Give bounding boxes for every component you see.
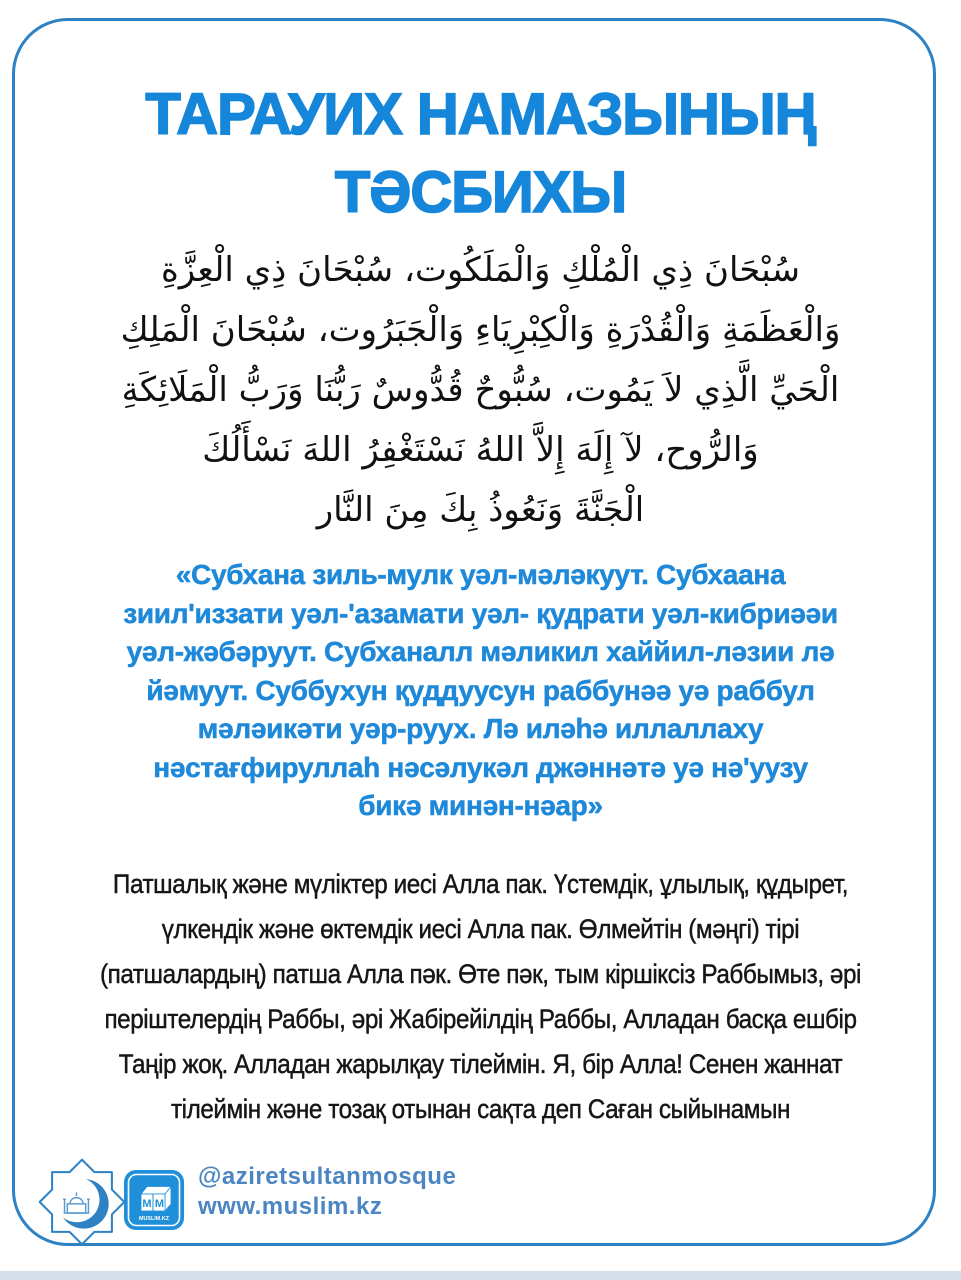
svg-text:M: M: [154, 1198, 165, 1210]
transliteration-line: мәләикәти уәр-руух. Лә иләһә иллаллаху: [197, 713, 764, 744]
footer: [0, 1150, 961, 1260]
kazakh-translation-text: [75, 862, 886, 1132]
arabic-prayer-text: [60, 240, 901, 540]
instagram-handle: @aziretsultanmosque: [198, 1163, 457, 1190]
translation-line: періштелердің Раббы, әрі Жабірейілдің Раббы, Алладан басқа ешбір: [104, 1004, 857, 1034]
arabic-line: وَالْعَظَمَةِ وَالْقُدْرَةِ وَالْكِبْرِيَاءِ وَالْجَبَرُوت، سُبْحَانَ الْمَلِكِ: [120, 310, 841, 350]
footer-contacts: [198, 1162, 456, 1222]
transliteration-line: «Субхана зиль-мулк уәл-мәләкуут. Субхаана: [175, 559, 786, 590]
arabic-line: سُبْحَانَ ذِي الْمُلْكِ وَالْمَلَكُوت، سُبْحَانَ ذِي الْعِزَّةِ: [160, 250, 800, 290]
website-url: www.muslim.kz: [198, 1193, 383, 1220]
transliteration-line: йәмуут. Суббухун қуддуусун раббунәә уә раббул: [146, 674, 815, 706]
muslim-kz-logo-icon: [124, 1170, 184, 1230]
page-title: [0, 76, 961, 232]
muslim-logo-letters: M: [142, 1198, 152, 1210]
transliteration-line: зиил'иззати уәл-'азамати уәл- қудрати уәл-кибриәәи: [123, 597, 838, 629]
muslim-logo-caption: MUSLIM.KZ: [139, 1216, 169, 1222]
page-title-line-1: ТАРАУИХ НАМАЗЫНЫҢ: [145, 82, 816, 147]
translation-line: тілеймін және тозақ отынан сақта деп Саған сыйынамын: [170, 1094, 791, 1124]
transliteration-text: [45, 556, 916, 826]
mosque-star-logo-icon: [36, 1156, 128, 1248]
translation-line: Патшалық және мүліктер иесі Алла пак. Үстемдік, ұлылық, құдырет,: [112, 869, 849, 899]
translation-line: (патшалардың) патша Алла пәк. Өте пәк, тым кіршіксіз Раббымыз, әрі: [99, 959, 862, 989]
arabic-line: الْحَيِّ الَّذِي لاَ يَمُوت، سُبُّوحٌ قُدُّوسٌ رَبُّنَا وَرَبُّ الْمَلَائِكَةِ: [121, 370, 840, 410]
bottom-accent-strip: [0, 1271, 961, 1280]
arabic-line: الْجَنَّةَ وَنَعُوذُ بِكَ مِنَ النَّار: [316, 490, 645, 530]
page-title-line-2: ТӘСБИХЫ: [334, 160, 627, 225]
transliteration-line: бикә минән-нәар»: [358, 790, 603, 821]
translation-line: Таңір жоқ. Алладан жарылқау тілеймін. Я, бір Алла! Сенен жаннат: [118, 1049, 843, 1079]
translation-line: үлкендік және өктемдік иесі Алла пак. Өлмейтін (мәңгі) тірі: [161, 914, 800, 944]
transliteration-line: уәл-жәбәруут. Субханалл мәликил хаййил-ләзии лә: [126, 636, 835, 667]
transliteration-line: нәстағфируллаһ нәсәлукәл джәннәтә уә нә'уузу: [153, 751, 808, 783]
arabic-line: وَالرُّوح، لآ إِلَهَ إِلاَّ اللهُ نَسْتَغْفِرُ اللهَ نَسْأَلُكَ: [202, 430, 759, 470]
